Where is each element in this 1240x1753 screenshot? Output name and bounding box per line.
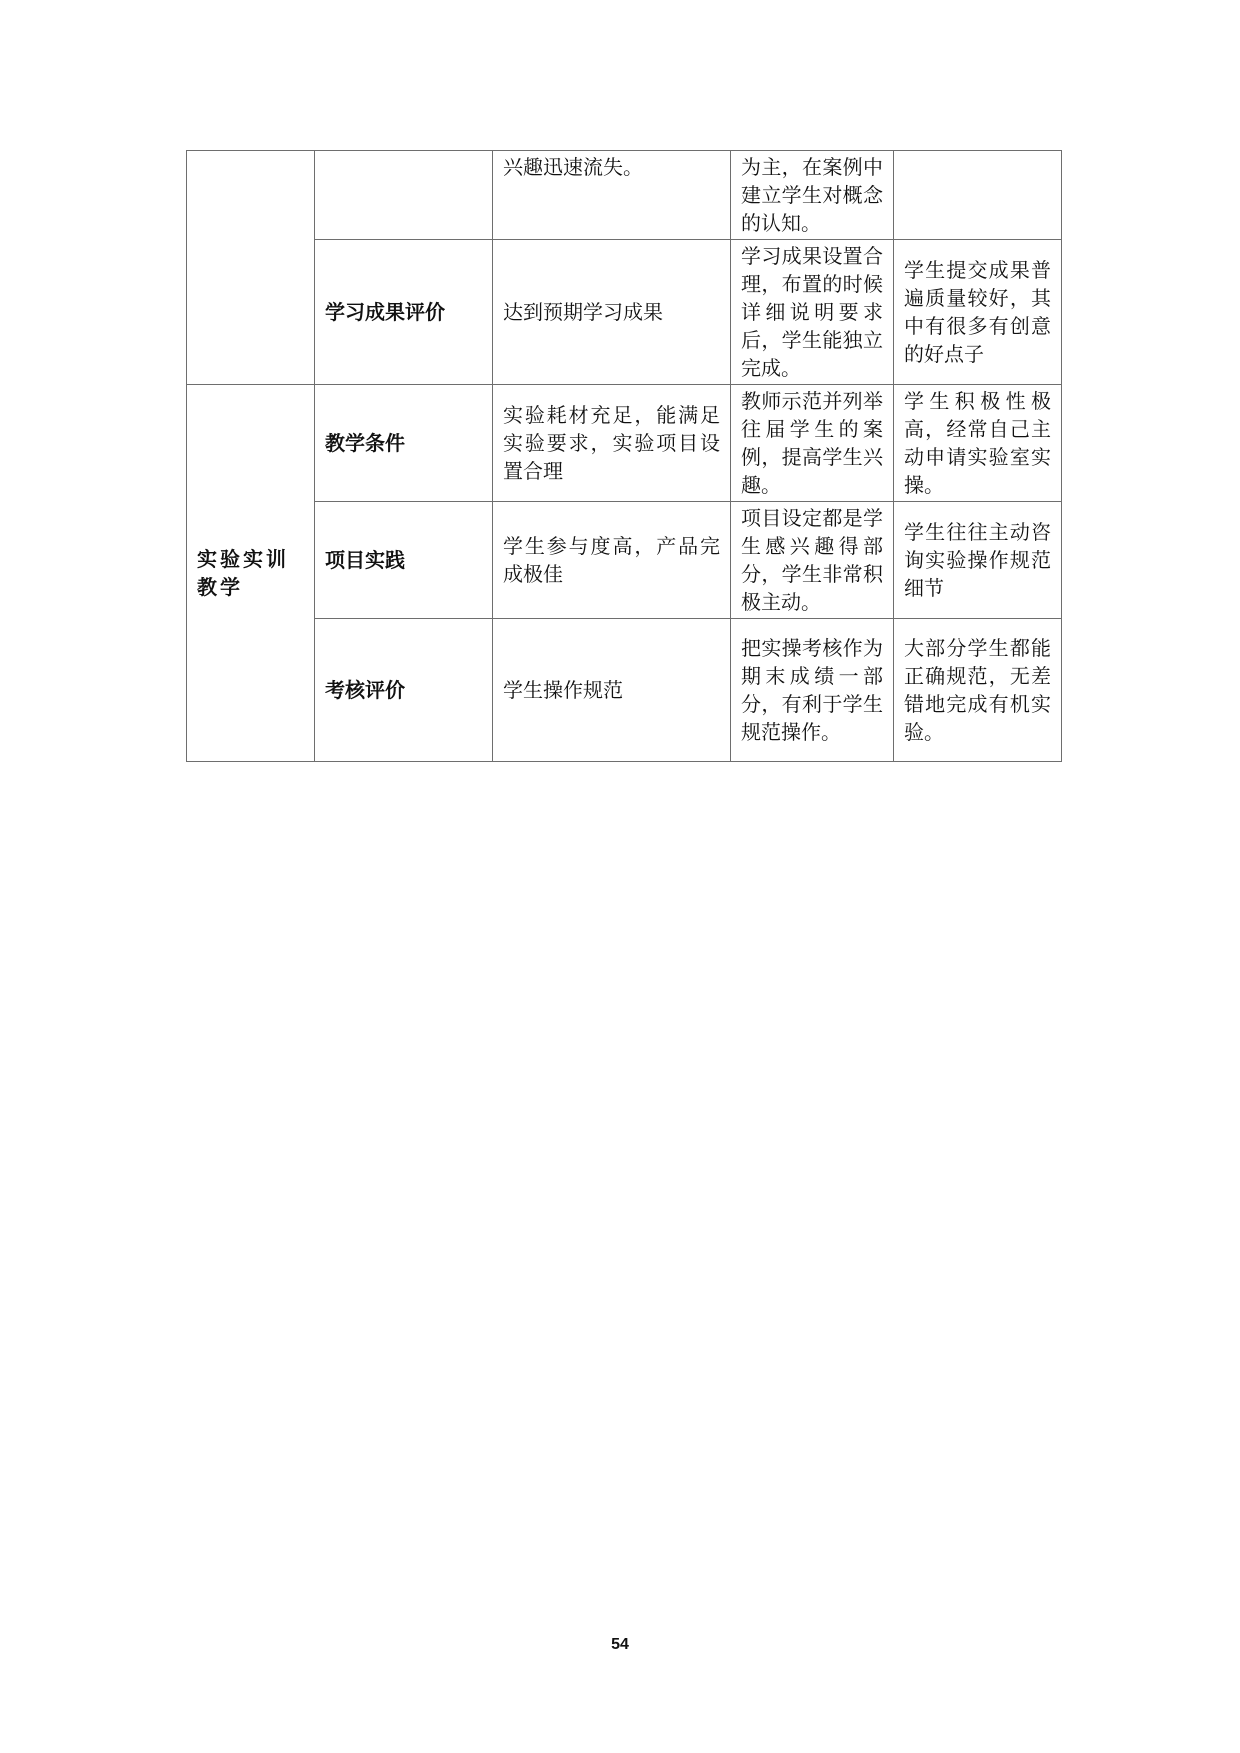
measure-cell: 为主，在案例中建立学生对概念的认知。 — [731, 151, 894, 240]
effect-cell: 学生提交成果普遍质量较好，其中有很多有创意的好点子 — [894, 240, 1062, 385]
standard-cell: 学生操作规范 — [493, 619, 731, 762]
measure-cell: 项目设定都是学生感兴趣得部分，学生非常积极主动。 — [731, 502, 894, 619]
category-cell — [187, 151, 315, 385]
effect-cell: 学生积极性极高，经常自己主动申请实验室实操。 — [894, 385, 1062, 502]
measure-cell: 学习成果设置合理，布置的时候详细说明要求后，学生能独立完成。 — [731, 240, 894, 385]
standard-cell: 达到预期学习成果 — [493, 240, 731, 385]
page-number: 54 — [611, 1636, 629, 1653]
measure-cell: 教师示范并列举往届学生的案例，提高学生兴趣。 — [731, 385, 894, 502]
effect-cell: 大部分学生都能正确规范，无差错地完成有机实验。 — [894, 619, 1062, 762]
table-row — [187, 385, 1062, 502]
item-cell: 考核评价 — [315, 619, 493, 762]
table-row — [187, 502, 1062, 619]
item-cell — [315, 151, 493, 240]
evaluation-table — [186, 150, 1062, 762]
item-cell: 项目实践 — [315, 502, 493, 619]
measure-cell: 把实操考核作为期末成绩一部分，有利于学生规范操作。 — [731, 619, 894, 762]
effect-cell: 学生往往主动咨询实验操作规范细节 — [894, 502, 1062, 619]
table-row — [187, 240, 1062, 385]
category-cell: 实验实训教学 — [187, 385, 315, 762]
item-cell: 教学条件 — [315, 385, 493, 502]
standard-cell: 兴趣迅速流失。 — [493, 151, 731, 240]
standard-cell: 学生参与度高，产品完成极佳 — [493, 502, 731, 619]
standard-cell: 实验耗材充足，能满足实验要求，实验项目设置合理 — [493, 385, 731, 502]
table-row — [187, 619, 1062, 762]
effect-cell — [894, 151, 1062, 240]
item-cell: 学习成果评价 — [315, 240, 493, 385]
table-row — [187, 151, 1062, 240]
